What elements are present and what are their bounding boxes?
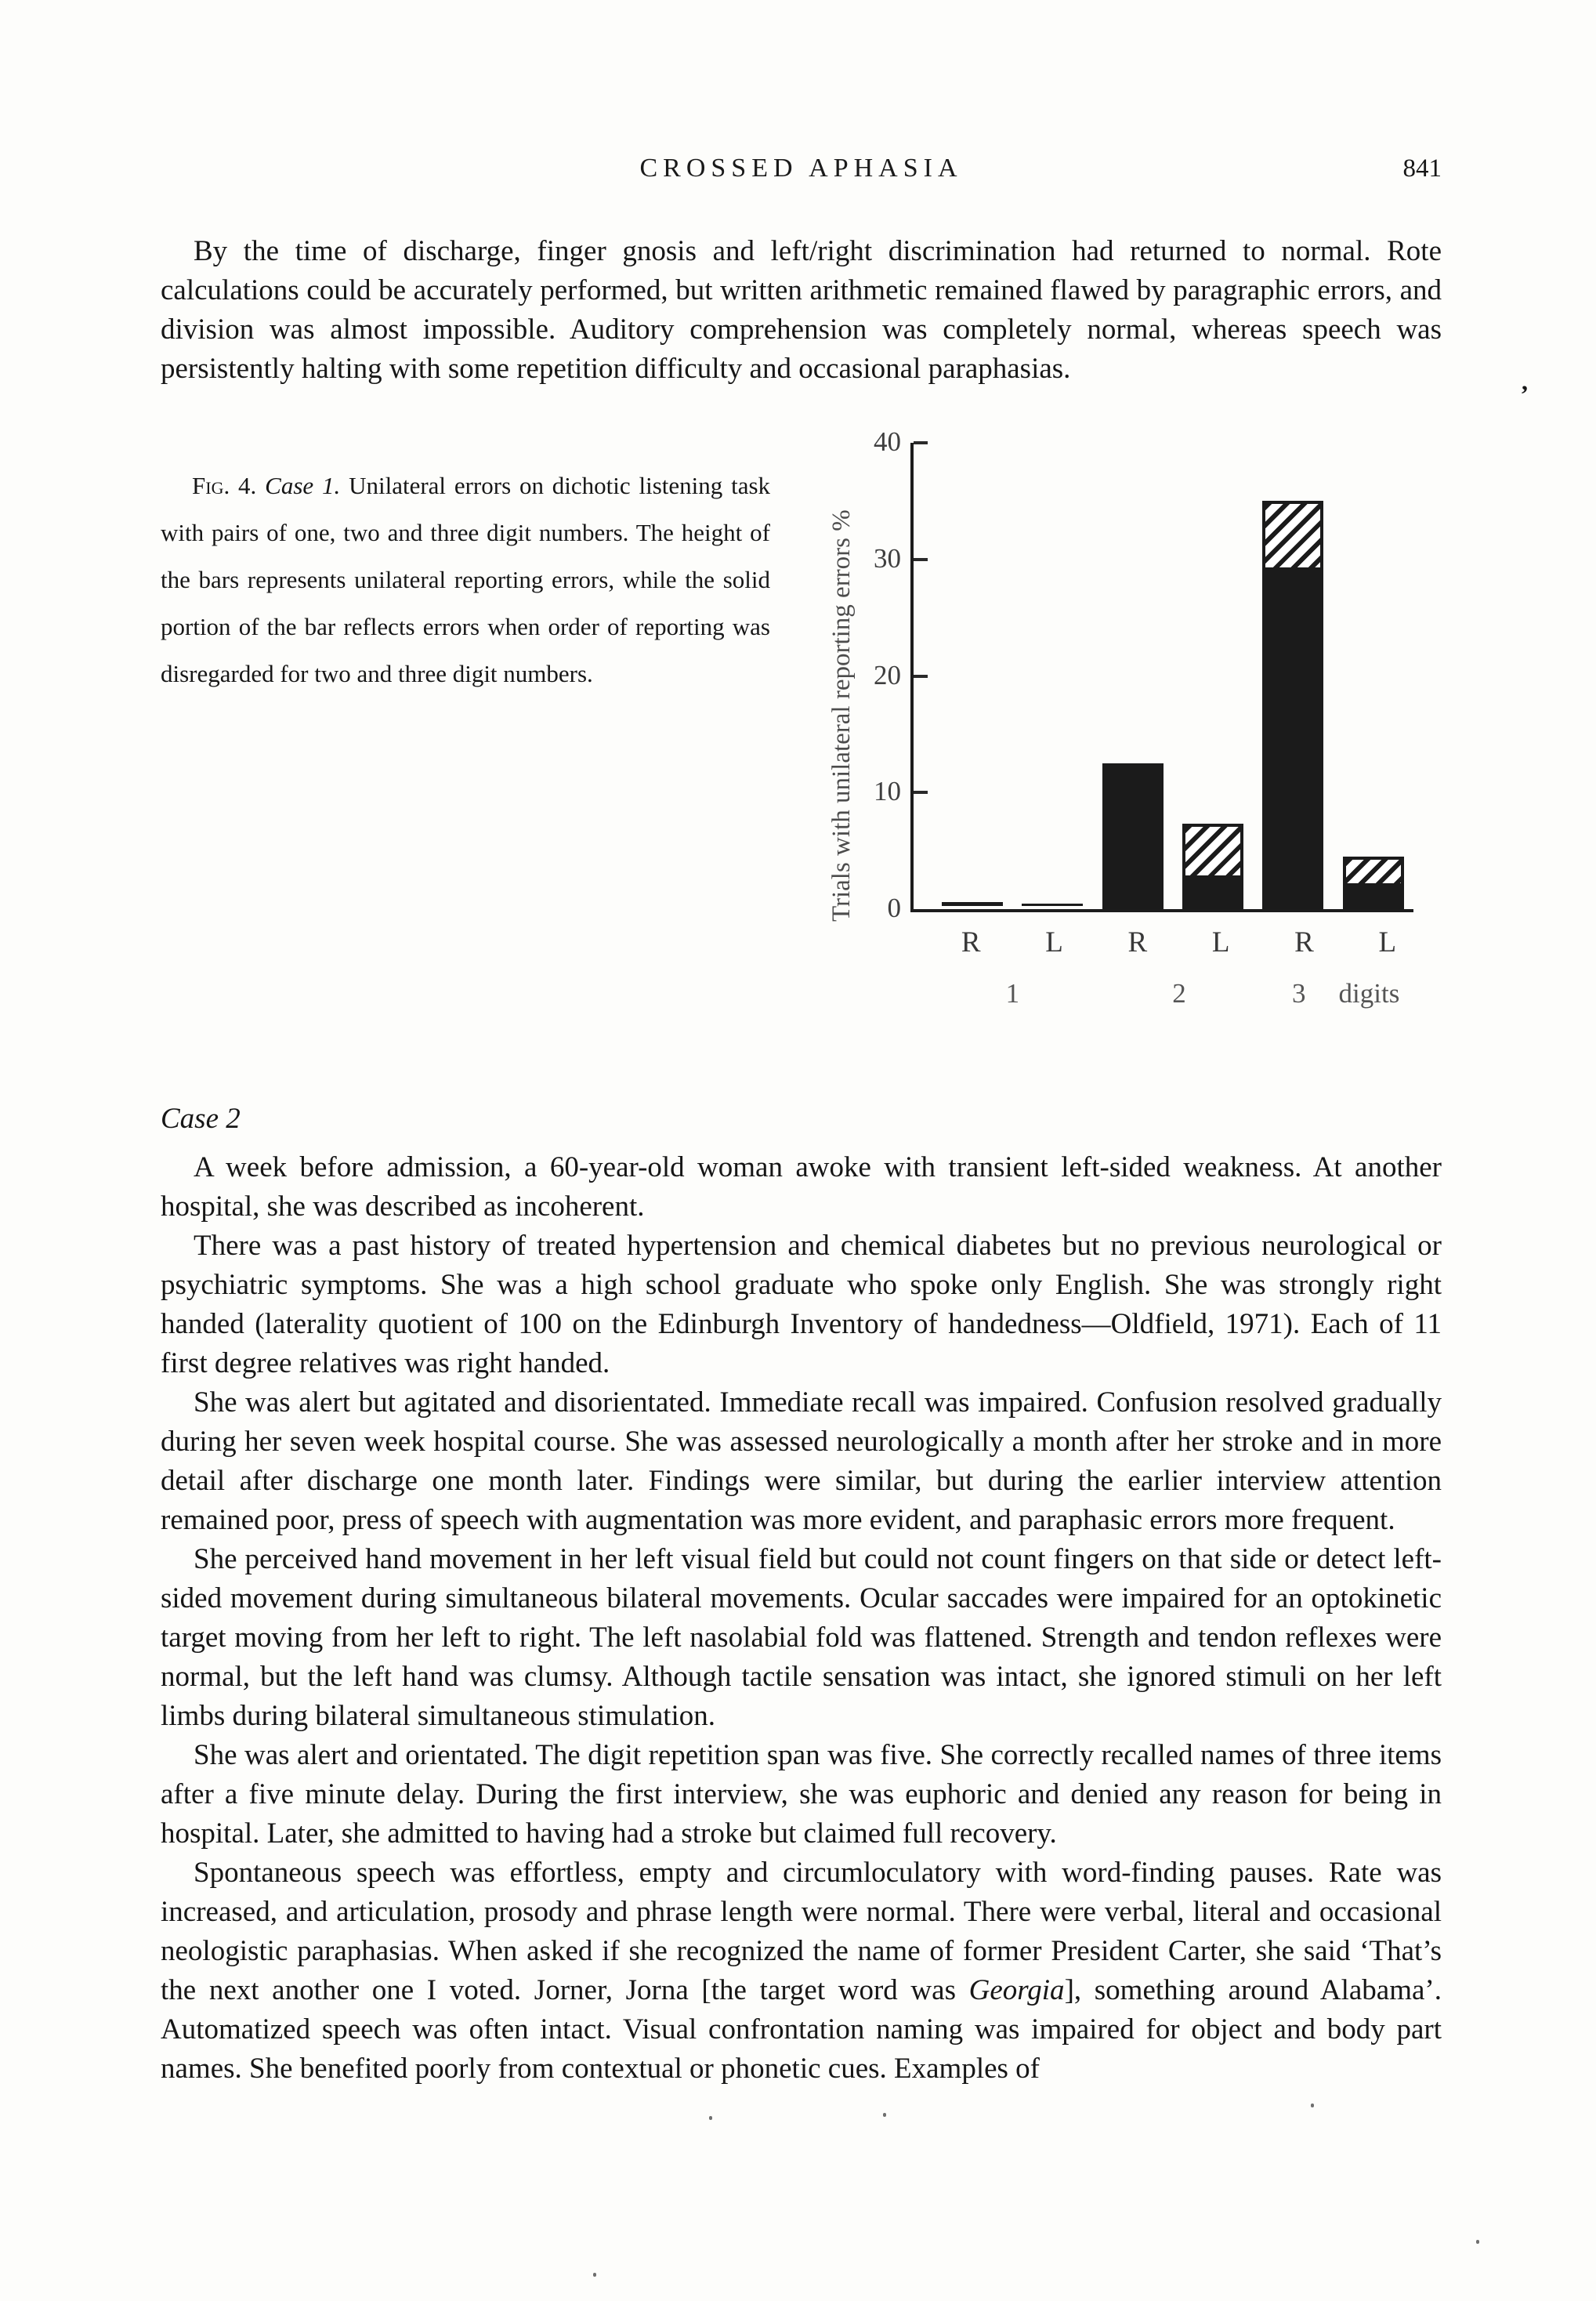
scan-speck [1476, 2240, 1479, 2244]
figure-case-label: Case 1. [265, 472, 341, 499]
bar-slot [1012, 443, 1092, 909]
bar-ear-label: L [1378, 926, 1397, 958]
chart-bars [914, 443, 1413, 909]
bar-3-R [1262, 501, 1323, 909]
bar-solid-segment [1102, 763, 1164, 909]
dichotic-listening-bar-chart [823, 420, 1426, 1055]
paragraph [161, 1383, 1442, 1540]
bar-slot [1253, 443, 1333, 909]
bar-slot [932, 443, 1012, 909]
bar-ear-label: L [1045, 926, 1063, 958]
page-header [161, 154, 1442, 190]
chart-y-axis-label: Trials with unilateral reporting errors % [827, 509, 856, 922]
chart-group-labels-row [910, 978, 1429, 1009]
page-number: 841 [1402, 154, 1442, 183]
stray-comma-mark: , [1522, 367, 1528, 395]
digit-group-number: 2 [1172, 978, 1186, 1009]
scan-speck [709, 2116, 712, 2120]
bar-solid-segment [1262, 571, 1323, 909]
text-run: ], something around Alabama’. Automatized speech was often intact. Visual confrontation naming was impaired for object and body part names. She benefited poorly from contextual or phonetic cues. Examples of [161, 1974, 1442, 2085]
bar-ear-label: L [1211, 926, 1230, 958]
scan-speck [1311, 2104, 1314, 2107]
paragraph [161, 1736, 1442, 1853]
bar-ear-label: R [961, 926, 981, 958]
text-run: Spontaneous speech was effortless, empty and circumloculatory with word-finding pauses. Rate was increased, and articulation, prosody and phrase length were normal. There were verbal, literal and occasional neologistic paraphasias. When asked if she recognized the name of former President Carter, she said ‘That’s the next another one I voted. Jorner, Jorna [the target word was [161, 1857, 1442, 2006]
bar-solid-segment [1022, 904, 1083, 907]
paragraph [161, 1227, 1442, 1383]
figure-caption [161, 462, 770, 698]
y-tick-label: 30 [874, 542, 901, 574]
bar-slot [1093, 443, 1173, 909]
digit-group-number: 1 [1005, 978, 1020, 1009]
text-run: She was alert but agitated and disorientated. Immediate recall was impaired. Confusion resolved gradually during her seven week hospital course. She was assessed neurologically a month after her stroke and in more detail after discharge one month later. Findings were similar, but during the earlier interview attention remained poor, press of speech with augmentation was more evident, and paraphasic errors more frequent. [161, 1386, 1442, 1536]
bar-solid-segment [1343, 886, 1404, 909]
figure-label: Fig. 4. [192, 472, 257, 499]
bar-1-L [1022, 904, 1083, 909]
y-tick-label: 20 [874, 659, 901, 690]
figure-4-block [161, 426, 1442, 1055]
bar-1-R [942, 902, 1003, 909]
bar-hatched-segment [1262, 501, 1323, 571]
digit-group-label [1262, 978, 1429, 1009]
figure-caption-text: Unilateral errors on dichotic listening task with pairs of one, two and three digit numbers. The height of the bars represents unilateral reporting errors, while the solid portion of the bar reflects errors when order of reporting was disregarded for two and three digit numbers. [161, 472, 771, 687]
bar-ear-label: R [1294, 926, 1314, 958]
running-title: CROSSED APHASIA [639, 154, 963, 183]
bar-slot [1334, 443, 1413, 909]
case-2-paragraphs [161, 1148, 1442, 2089]
text-run: She was alert and orientated. The digit repetition span was five. She correctly recalled names of three items after a five minute delay. During the first interview, she was euphoric and denied any reason for being in hospital. Later, she admitted to having had a stroke but claimed full recovery. [161, 1739, 1442, 1850]
scan-speck [593, 2273, 596, 2277]
bar-3-L [1343, 857, 1404, 909]
chart-plot-area [874, 426, 1413, 924]
paragraph [161, 1148, 1442, 1227]
digit-group-number: 3 [1292, 978, 1306, 1009]
paragraph [161, 1853, 1442, 2089]
bar-hatched-segment [1182, 824, 1243, 879]
text-run: A week before admission, a 60-year-old woman awoke with transient left-sided weakness. At another hospital, she was described as incoherent. [161, 1151, 1442, 1223]
intro-paragraph: By the time of discharge, finger gnosis and left/right discrimination had returned to normal. Rote calculations could be accurately performed, but written arithmetic remained flawed by paragraphic errors, and division was almost impossible. Auditory comprehension was completely normal, whereas speech was persistently halting with some repetition difficulty and occasional paraphasias. [161, 235, 1442, 385]
digit-group-label [929, 978, 1096, 1009]
bar-slot [1173, 443, 1253, 909]
scan-speck [883, 2113, 886, 2117]
digits-axis-suffix: digits [1338, 978, 1400, 1009]
bar-ear-label: R [1127, 926, 1148, 958]
text-column [161, 154, 1442, 2089]
text-run: There was a past history of treated hypertension and chemical diabetes but no previous neurological or psychiatric symptoms. She was a high school graduate who spoke only English. She was strongly right handed (laterality quotient of 100 on the Edinburgh Inventory of handedness—Oldfield, 1971). Each of 11 first degree relatives was right handed. [161, 1230, 1442, 1379]
y-tick-label: 10 [874, 776, 901, 807]
y-tick-label: 40 [874, 426, 901, 458]
italic-text-run: Georgia [968, 1974, 1065, 2006]
bar-hatched-segment [1343, 857, 1404, 886]
chart-bar-labels-row [910, 926, 1429, 959]
bar-solid-segment [942, 902, 1003, 906]
digit-group-label [1096, 978, 1263, 1009]
bar-2-R [1102, 763, 1164, 909]
case-2-heading: Case 2 [161, 1103, 241, 1135]
paragraph [161, 1540, 1442, 1736]
text-run: She perceived hand movement in her left visual field but could not count fingers on that side or detect left-sided movement during simultaneous bilateral movements. Ocular saccades were impaired for an optokinetic target moving from her left to right. The left nasolabial fold was flattened. Strength and tendon reflexes were normal, but the left hand was clumsy. Although tactile sensation was intact, she ignored stimuli on her left limbs during bilateral simultaneous stimulation. [161, 1543, 1442, 1732]
bar-solid-segment [1182, 879, 1243, 909]
bar-2-L [1182, 824, 1243, 909]
y-tick-label: 0 [887, 893, 901, 924]
